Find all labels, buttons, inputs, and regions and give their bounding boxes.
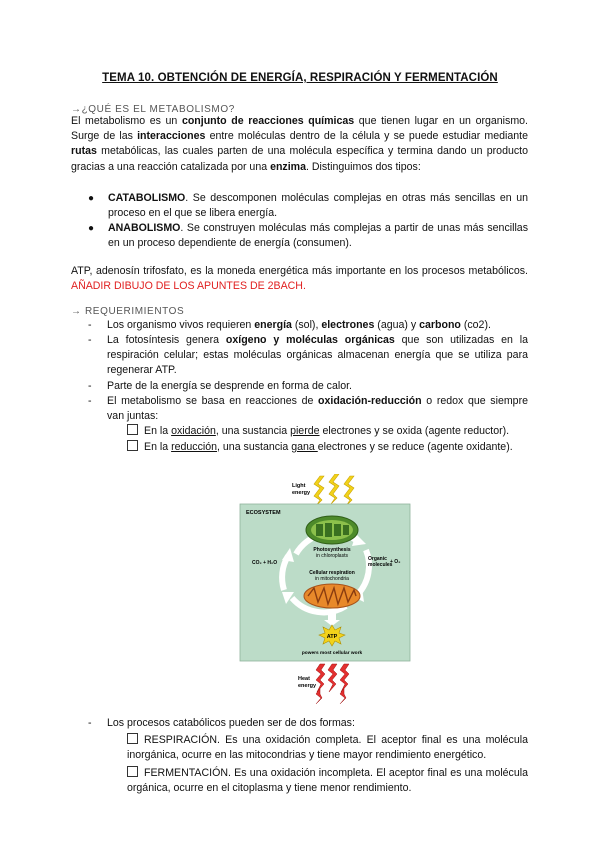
right-label-2: molecules — [368, 562, 393, 568]
checkbox[interactable] — [127, 424, 138, 435]
checkbox[interactable] — [127, 733, 138, 744]
photo-label-1: Photosynthesis — [313, 547, 351, 553]
page-title: TEMA 10. OBTENCIÓN DE ENERGÍA, RESPIRACIÓN Y FERMENTACIÓN — [102, 72, 498, 84]
powers-label: powers most cellular work — [301, 651, 363, 656]
heat-label-2: energy — [298, 683, 317, 689]
checklist-respiracion: RESPIRACIÓN. Es una oxidación completa. El aceptor final es una molécula inorgánica, ocurre en las mitocondrias y tiene mayor rendimiento energético. — [127, 734, 528, 762]
light-label-2: energy — [292, 490, 311, 496]
list-item: - La fotosíntesis genera oxígeno y moléculas orgánicas que son utilizadas en la respiración celular; estas moléculas orgánicas almacenan energía que se utiliza para regenerar ATP. — [88, 334, 528, 377]
checklist-fermentacion: FERMENTACIÓN. Es una oxidación incompleta. El aceptor final es una molécula orgánica, ocurre en el citoplasma y tiene menor rendimiento. — [127, 767, 528, 795]
right-label-3: + O₂ — [390, 559, 401, 565]
light-label-1: Light — [292, 483, 306, 489]
right-label-1: Organic — [368, 556, 387, 562]
paragraph-metabolismo: El metabolismo es un conjunto de reacciones químicas que tienen lugar en un organismo. Surge de las interacciones entre moléculas dentro de la célula y se puede estudiar mediante rutas metabólicas, las cuales parten de una molécula específica y termina dando un producto gracias a una reacción catalizada por una enzima. Distinguimos dos tipos: — [71, 115, 528, 173]
atp-note: AÑADIR DIBUJO DE LOS APUNTES DE 2BACH. — [71, 280, 306, 293]
resp-label-1: Cellular respiration — [309, 570, 355, 576]
heat-label-1: Heat — [298, 676, 310, 682]
checkbox[interactable] — [127, 440, 138, 451]
section-heading-requerimientos: → REQUERIMIENTOS — [71, 306, 185, 317]
list-item: - Los organismo vivos requieren energía (sol), electrones (agua) y carbono (co2). — [88, 319, 491, 331]
light-energy-icon — [314, 474, 354, 506]
paragraph-atp: ATP, adenosín trifosfato, es la moneda energética más importante en los procesos metabólicos. AÑADIR DIBUJO DE LOS APUNTES DE 2BACH. — [71, 265, 528, 293]
chloroplast-icon — [306, 516, 358, 544]
resp-label-2: in mitochondria — [315, 576, 349, 582]
photo-label-2: in chloroplasts — [316, 553, 348, 559]
bullet-catabolismo: ● CATABOLISMO. Se descomponen moléculas complejas en otras más sencillas en un proceso en el que se libera energía. — [88, 192, 528, 220]
bullet-anabolismo: ● ANABOLISMO. Se construyen moléculas más complejas a partir de unas más sencillas en un proceso dependiente de energía (consumen). — [88, 222, 528, 250]
energy-flow-diagram — [236, 474, 412, 710]
checklist-reduccion: En la reducción, una sustancia gana electrones y se reduce (agente oxidante). — [127, 440, 528, 455]
list-item: - Los procesos catabólicos pueden ser de dos formas: — [88, 717, 355, 729]
mitochondrion-icon — [304, 584, 360, 608]
list-item: - El metabolismo se basa en reacciones de oxidación-reducción o redox que siempre van juntas: — [88, 395, 528, 423]
checkbox[interactable] — [127, 766, 138, 777]
bullet-dot: ● — [88, 223, 95, 234]
ecosystem-label: ECOSYSTEM — [246, 510, 281, 516]
list-item: - Parte de la energía se desprende en forma de calor. — [88, 380, 352, 392]
bullet-dot: ● — [88, 193, 95, 204]
atp-label: ATP — [326, 634, 338, 640]
section-heading-metabolismo: →¿QUÉ ES EL METABOLISMO? — [71, 104, 235, 115]
heat-energy-icon — [316, 664, 349, 704]
left-label: CO₂ + H₂O — [252, 560, 278, 566]
checklist-oxidacion: En la oxidación, una sustancia pierde electrones y se oxida (agente reductor). — [127, 424, 528, 439]
